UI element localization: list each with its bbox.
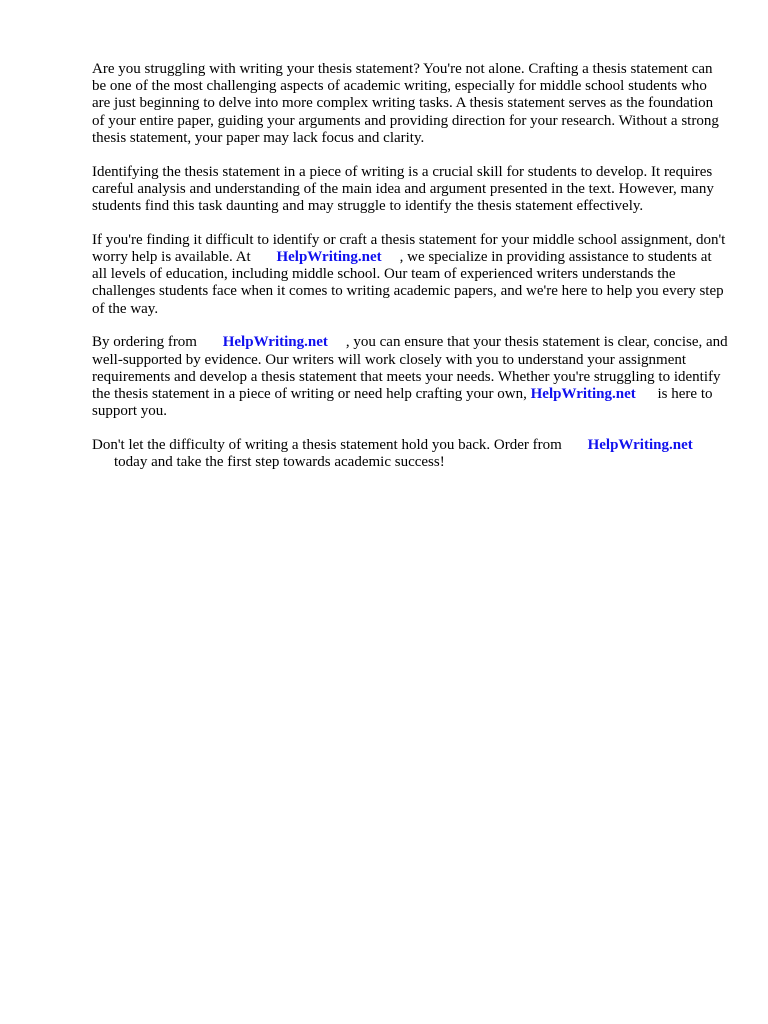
paragraph-call-to-action [92,437,728,471]
helpwriting-link[interactable]: HelpWriting.net [587,437,693,454]
helpwriting-link[interactable]: HelpWriting.net [276,249,382,266]
paragraph-text: Are you struggling with writing your thesis statement? You're not alone. Crafting a thesis statement can be one of the most challenging aspects of academic writing, especially for middle school students who are just beginning to delve into more complex writing tasks. A thesis statement serves as the foundation of your entire paper, guiding your arguments and providing direction for your research. Without a strong thesis statement, your paper may lack focus and clarity. [92,61,719,146]
paragraph-text: Don't let the difficulty of writing a thesis statement hold you back. Order from [92,437,562,454]
helpwriting-link[interactable]: HelpWriting.net [530,386,636,403]
paragraph-text: Identifying the thesis statement in a piece of writing is a crucial skill for students to develop. It requires careful analysis and understanding of the main idea and argument presented in the text. However, many students find this task daunting and may struggle to identify the thesis statement effectively. [92,163,714,215]
paragraph-identifying [92,164,728,216]
paragraph-help-available [92,232,728,318]
paragraph-ordering [92,334,728,420]
paragraph-text: By ordering from [92,334,197,351]
helpwriting-link[interactable]: HelpWriting.net [222,334,328,351]
paragraph-text: is here to support you. [92,386,713,420]
paragraph-text: , we specialize in providing assistance to students at all levels of education, including middle school. Our team of experienced writers understands the challenges students face when it comes to writing academic papers, and we're here to help you every step of the way. [92,249,724,317]
paragraph-text: If you're finding it difficult to identify or craft a thesis statement for your middle school assignment, don't worry help is available. At [92,231,726,266]
paragraph-text: , you can ensure that your thesis statement is clear, concise, and well-supported by evidence. Our writers will work closely with you to understand your assignment requirements and develop a thesis statement that meets your needs. Whether you're struggling to identify the thesis statement in a piece of writing or need help crafting your own, [92,334,728,403]
paragraph-intro [92,61,728,147]
paragraph-text: today and take the first step towards academic success! [114,454,445,471]
